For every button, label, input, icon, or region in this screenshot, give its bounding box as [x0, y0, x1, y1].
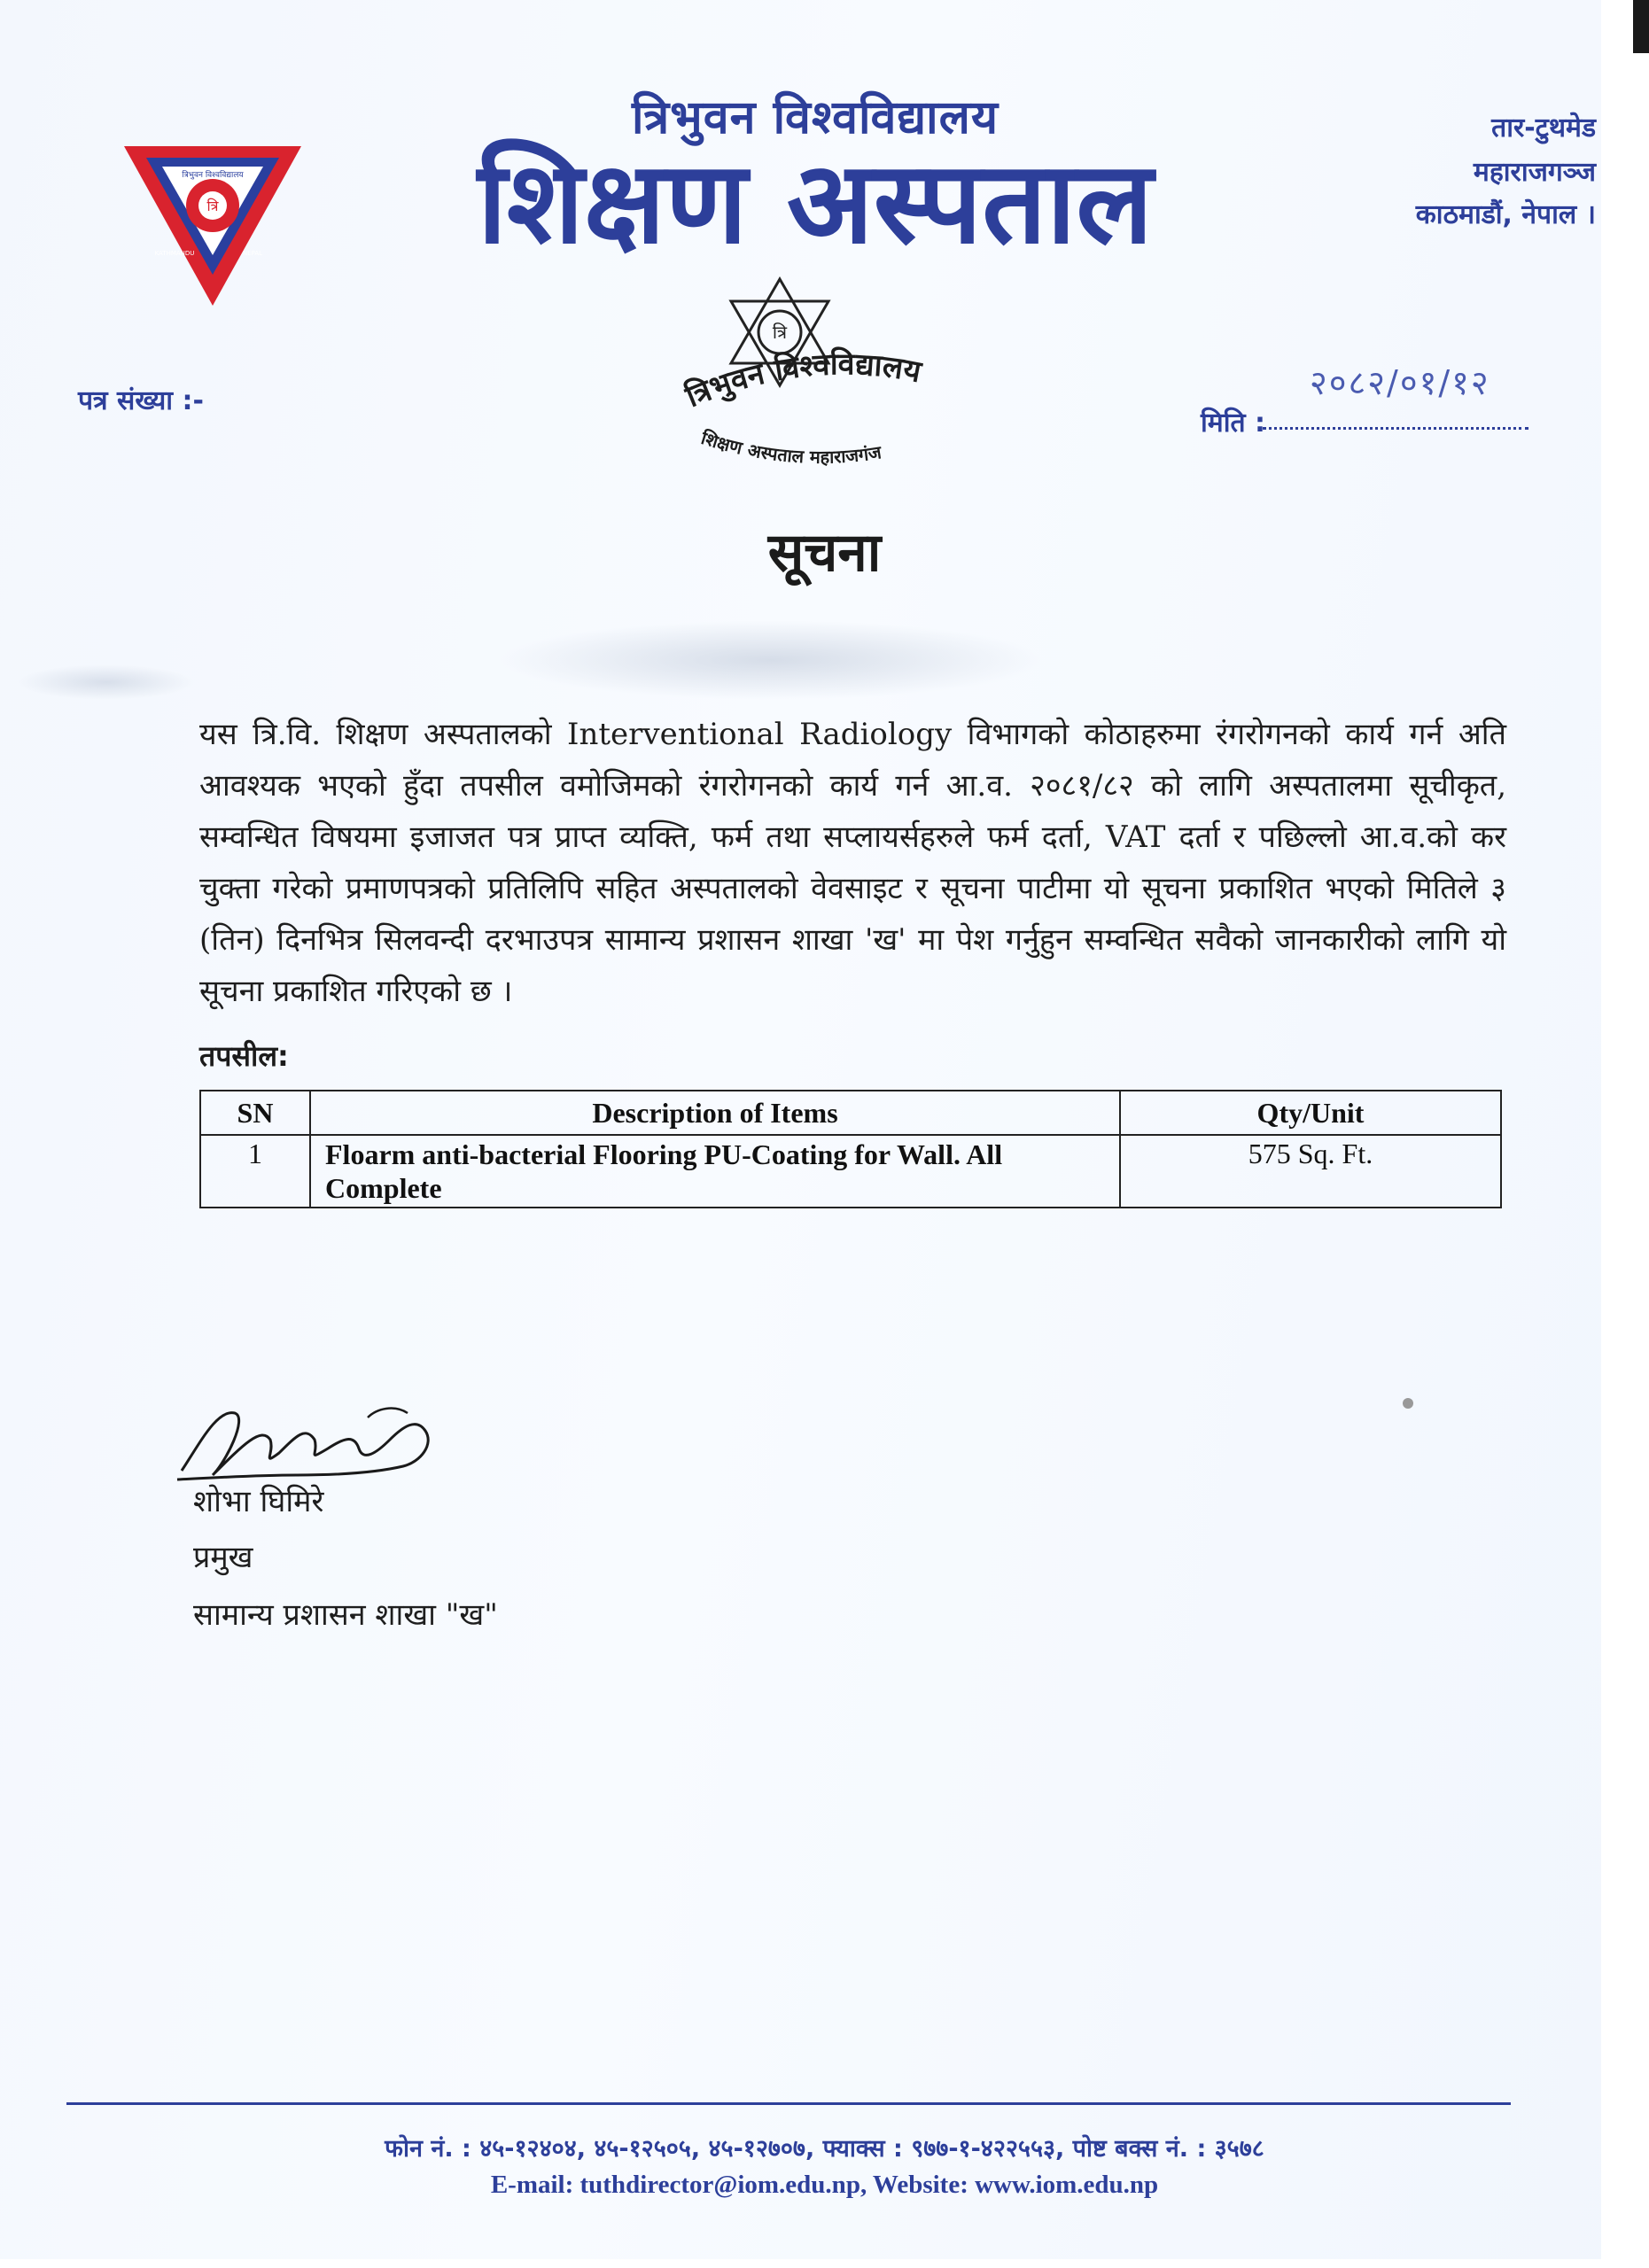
- address-line-1: तार-टुथमेड: [1491, 113, 1596, 144]
- letter-number-label: पत्र संख्या :-: [78, 385, 204, 416]
- logo-top-text: त्रिभुवन विश्वविद्यालय: [182, 171, 244, 180]
- stamp-line-2: शिक्षण अस्पताल महाराजगंज: [698, 426, 883, 468]
- header-qty-unit: Qty/Unit: [1120, 1091, 1501, 1135]
- scan-smudge: [496, 620, 1046, 700]
- notice-title: सूचना: [767, 522, 882, 584]
- logo-right-text: NEPAL: [242, 250, 263, 257]
- scan-speck: [1403, 1398, 1413, 1409]
- date-label: मिति :: [1201, 408, 1266, 439]
- scan-edge: [0, 2259, 1649, 2268]
- cell-qty-unit: 575 Sq. Ft.: [1120, 1135, 1501, 1208]
- cell-description: Floarm anti-bacterial Flooring PU-Coating for Wall. All Complete: [310, 1135, 1120, 1208]
- university-logo: [120, 142, 306, 310]
- handwritten-signature: [164, 1391, 447, 1488]
- scan-edge: [1601, 0, 1649, 2268]
- footer-divider: [66, 2102, 1511, 2105]
- address-line-2: महाराजगञ्ज: [1473, 157, 1596, 188]
- footer-email-website: E-mail: tuthdirector@iom.edu.np, Website: www.iom.edu.np: [490, 2171, 1159, 2199]
- header-sn: SN: [200, 1091, 310, 1135]
- address-line-3: काठमाडौं, नेपाल ।: [1415, 199, 1596, 230]
- table-row: [200, 1135, 1501, 1208]
- stamp-line-1: त्रिभुवन विश्वविद्यालय: [681, 346, 924, 416]
- header-description: Description of Items: [310, 1091, 1120, 1135]
- table-header-row: [200, 1091, 1501, 1135]
- cell-sn: 1: [200, 1135, 310, 1208]
- signatory-department: सामान्य प्रशासन शाखा "ख": [193, 1597, 498, 1633]
- date-dotted-line: [1263, 427, 1528, 430]
- svg-text:त्रि: त्रि: [772, 322, 788, 343]
- scan-smudge: [18, 664, 195, 700]
- date-value: २०८२/०१/१२: [1310, 363, 1490, 402]
- logo-left-text: KATHMANDU: [154, 250, 195, 257]
- scan-edge-shadow: [1633, 0, 1649, 53]
- signatory-name: शोभा घिमिरे: [193, 1484, 324, 1519]
- university-name: त्रिभुवन विश्वविद्यालय: [631, 90, 1000, 144]
- items-table: [199, 1090, 1502, 1208]
- signatory-role: प्रमुख: [193, 1540, 253, 1575]
- hospital-name: शिक्षण अस्पताल: [477, 137, 1154, 269]
- svg-text:त्रि: त्रि: [206, 198, 219, 214]
- footer-contact: फोन नं. : ४५-१२४०४, ४५-१२५०५, ४५-१२७०७, फ्याक्स : ९७७-१-४२२५५३, पोष्ट बक्स नं. : ३५७८: [385, 2135, 1264, 2163]
- notice-body: यस त्रि.वि. शिक्षण अस्पतालको Interventional Radiology विभागको कोठाहरुमा रंगरोगनको कार्य गर्न अति आवश्यक भएको हुँदा तपसील वमोजिमको रंगरोगनको कार्य गर्न आ.व. २०८१/८२ को लागि अस्पतालमा सूचीकृत, सम्वन्धित विषयमा इजाजत पत्र प्राप्त व्यक्ति, फर्म तथा सप्लायर्सहरुले फर्म दर्ता, VAT दर्ता र पछिल्लो आ.व.को कर चुक्ता गरेको प्रमाणपत्रको प्रतिलिपि सहित अस्पतालको वेवसाइट र सूचना पाटीमा यो सूचना प्रकाशित भएको मितिले ३ (तिन) दिनभित्र सिलवन्दी दरभाउपत्र सामान्य प्रशासन शाखा 'ख' मा पेश गर्नुहुन सम्वन्धित सवैको जानकारीको लागि यो सूचना प्रकाशित गरिएको छ ।: [199, 717, 1506, 1009]
- official-stamp: [673, 266, 992, 487]
- details-label: तपसील:: [199, 1039, 289, 1073]
